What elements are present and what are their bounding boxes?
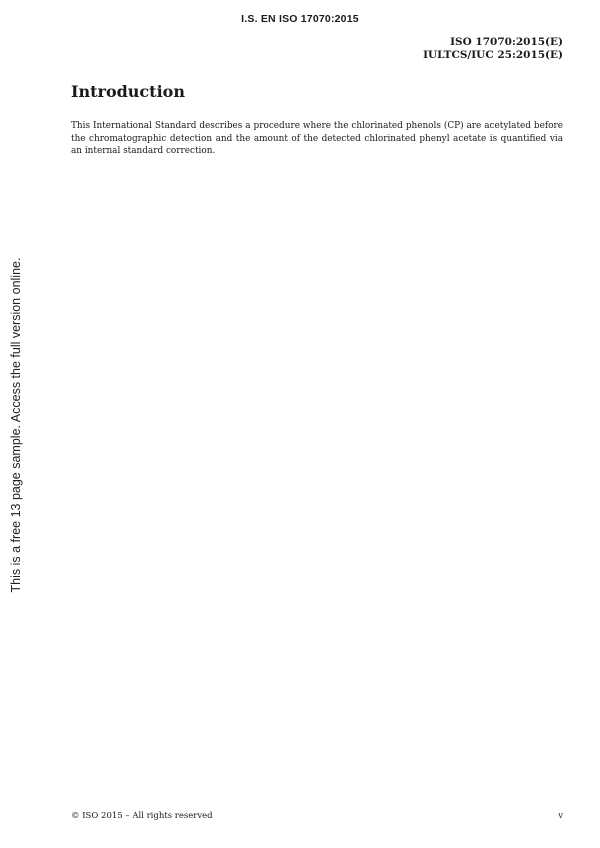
standard-reference-iultcs: IULTCS/IUC 25:2015(E)	[423, 49, 563, 61]
copyright-notice: © ISO 2015 – All rights reserved	[71, 811, 213, 821]
page-number: v	[558, 811, 563, 821]
document-id-header: I.S. EN ISO 17070:2015	[241, 13, 359, 25]
standard-reference	[423, 36, 563, 62]
introduction-paragraph: This International Standard describes a procedure where the chlorinated phenols (CP) are acetylated before the chromatographic detection and the amount of the detected chlorinated phenyl acetate is quantified via an internal standard correction.	[71, 121, 563, 156]
standard-reference-iso: ISO 17070:2015(E)	[450, 36, 563, 48]
section-title: Introduction	[71, 82, 185, 101]
sample-notice-text: This is a free 13 page sample. Access the full version online.	[9, 257, 23, 593]
